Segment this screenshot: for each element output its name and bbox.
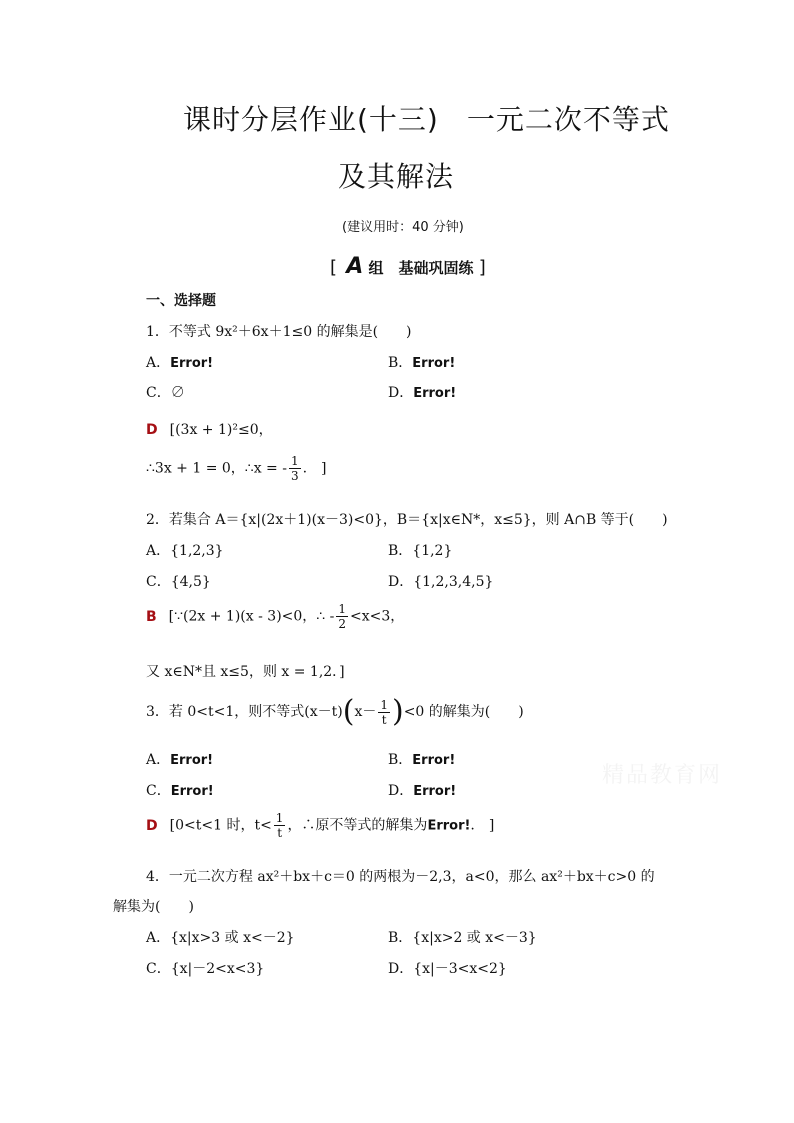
q2-answer: B bbox=[146, 608, 157, 625]
group-left-bracket: [ bbox=[330, 257, 338, 278]
q3-explanation: D [0<t<1 时，t< $\frac{1}{t}$ ，∴原不等式的解集为Error!. ] bbox=[146, 811, 495, 840]
group-heading bbox=[330, 254, 486, 279]
q1-option-a: A．Error! bbox=[146, 355, 214, 371]
q1-option-b: B．Error! bbox=[388, 355, 456, 371]
q4-option-b: B．{x|x>2 或 x<－3} bbox=[388, 930, 537, 946]
q4-option-a: A．{x|x>3 或 x<－2} bbox=[146, 930, 295, 946]
q3-option-b: B．Error! bbox=[388, 752, 456, 768]
q3-stem-fraction: $\frac{1}{t}$ bbox=[380, 697, 388, 727]
q4-option-d: D．{x|－3<x<2} bbox=[388, 961, 507, 977]
group-label: 组 基础巩固练 bbox=[368, 259, 474, 277]
section-heading: 一、选择题 bbox=[146, 293, 216, 309]
q2-fraction: $\frac{1}{2}$ bbox=[338, 602, 347, 631]
time-note: (建议用时：40 分钟) bbox=[342, 220, 464, 235]
q4-stem-1: 4．一元二次方程 ax²＋bx＋c＝0 的两根为－2,3，a<0，那么 ax²＋bx＋c>0 的 bbox=[146, 869, 655, 885]
q3-expl-fraction: $\frac{1}{t}$ bbox=[275, 811, 284, 840]
watermark: 精品教育网 bbox=[602, 763, 723, 788]
q2-stem: 2．若集合 A＝{x|(2x＋1)(x－3)<0}，B＝{x|x∈N*，x≤5}，则 A∩B 等于( ) bbox=[146, 512, 668, 528]
q1-answer: D bbox=[146, 422, 158, 438]
q1-stem: 1．不等式 9x²＋6x＋1≤0 的解集是( ) bbox=[146, 324, 412, 340]
group-letter: A bbox=[346, 254, 364, 279]
page-title-line2: 及其解法 bbox=[338, 160, 455, 193]
q2-option-a: A．{1,2,3} bbox=[146, 543, 224, 559]
q2-option-b: B．{1,2} bbox=[388, 543, 453, 559]
q4-stem-2: 解集为( ) bbox=[113, 899, 194, 915]
page-title-line1 bbox=[183, 98, 670, 138]
q3-stem: 3．若 0<t<1，则不等式(x－t)(x－ $\frac{1}{t}$ )<0 的解集为( ) bbox=[146, 694, 524, 729]
q2-option-d: D．{1,2,3,4,5} bbox=[388, 574, 494, 590]
group-right-bracket: ] bbox=[478, 257, 486, 278]
q1-explanation-1: D [(3x + 1)²≤0， bbox=[146, 422, 273, 438]
q1-option-d: D．Error! bbox=[388, 385, 457, 401]
q3-answer: D bbox=[146, 817, 158, 834]
q3-option-a: A．Error! bbox=[146, 752, 214, 768]
q4-option-c: C．{x|－2<x<3} bbox=[146, 961, 265, 977]
q1-explanation-2: ∴3x + 1 = 0，∴x = - $\frac{1}{3}$ . ] bbox=[146, 454, 327, 483]
q1-fraction: $\frac{1}{3}$ bbox=[290, 454, 299, 483]
q3-option-d: D．Error! bbox=[388, 783, 457, 799]
q2-option-c: C．{4,5} bbox=[146, 574, 211, 590]
title-part-a: 课时分层作业(十三) bbox=[183, 103, 439, 136]
q2-explanation-2: 又 x∈N*且 x≤5，则 x = 1,2．] bbox=[146, 664, 345, 680]
q1-option-c: C．∅ bbox=[146, 385, 185, 401]
q3-option-c: C．Error! bbox=[146, 783, 214, 799]
q2-explanation-1: B [∵(2x + 1)(x - 3)<0，∴ - $\frac{1}{2}$ <x<3， bbox=[146, 602, 405, 631]
title-part-b: 一元二次不等式 bbox=[466, 103, 670, 136]
